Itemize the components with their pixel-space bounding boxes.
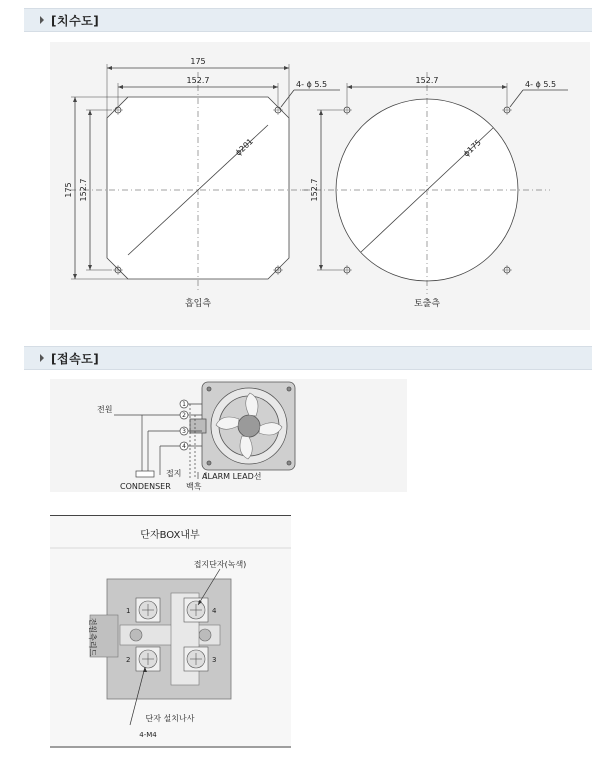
section-header-connection — [24, 346, 592, 370]
triangle-bullet-icon — [40, 354, 44, 362]
ground-terminal-label: 접지단자(녹색) — [193, 560, 247, 569]
ground-label: 접지 — [166, 469, 182, 478]
color-label: 백흑 — [186, 482, 202, 491]
tb-terminal-1: 1 — [126, 607, 131, 615]
exhaust-hole-spec: 4- ϕ 5.5 — [525, 80, 557, 89]
triangle-bullet-icon — [40, 16, 44, 24]
condenser-label: CONDENSER — [120, 482, 171, 491]
condenser-symbol — [136, 471, 154, 477]
terminal-box-diagram — [50, 515, 291, 748]
exhaust-height-inner: 152.7 — [310, 178, 319, 202]
intake-caption: 흡입측 — [184, 299, 212, 309]
tb-terminal-3: 3 — [212, 656, 217, 664]
intake-width-inner: 152.7 — [186, 76, 210, 85]
intake-diagonal: ϕ201 — [233, 136, 255, 158]
intake-hole-spec: 4- ϕ 5.5 — [296, 80, 328, 89]
terminal-screw-label: 단자 설치나사 — [145, 714, 195, 723]
power-side-lead-label: 전원측리드 — [88, 617, 97, 657]
alarm-label: ALARM LEAD선 — [202, 472, 262, 481]
fan-photo — [190, 382, 295, 470]
section-title: [치수도] — [51, 13, 100, 28]
terminal-4: 4 — [182, 443, 186, 450]
wiring-diagram — [50, 379, 407, 492]
terminal-box-photo — [90, 579, 231, 699]
section-title: [접속도] — [51, 351, 100, 366]
tb-terminal-2: 2 — [126, 656, 131, 664]
intake-height-inner: 152.7 — [79, 178, 88, 202]
dimension-drawing — [50, 42, 590, 330]
exhaust-width-inner: 152.7 — [415, 76, 439, 85]
terminal-1: 1 — [182, 401, 186, 408]
terminal-3: 3 — [182, 428, 186, 435]
section-header-dimensions — [24, 8, 592, 32]
intake-height-outer: 175 — [64, 182, 73, 198]
terminal-screw-spec: 4-M4 — [139, 731, 157, 739]
exhaust-diagonal: ϕ175 — [461, 137, 483, 159]
intake-width-outer: 175 — [190, 57, 206, 66]
power-label: 전원 — [97, 405, 113, 414]
terminal-box-title: 단자BOX내부 — [140, 530, 200, 541]
exhaust-caption: 토출측 — [413, 299, 441, 309]
terminal-2: 2 — [182, 412, 186, 419]
tb-terminal-4: 4 — [212, 607, 217, 615]
